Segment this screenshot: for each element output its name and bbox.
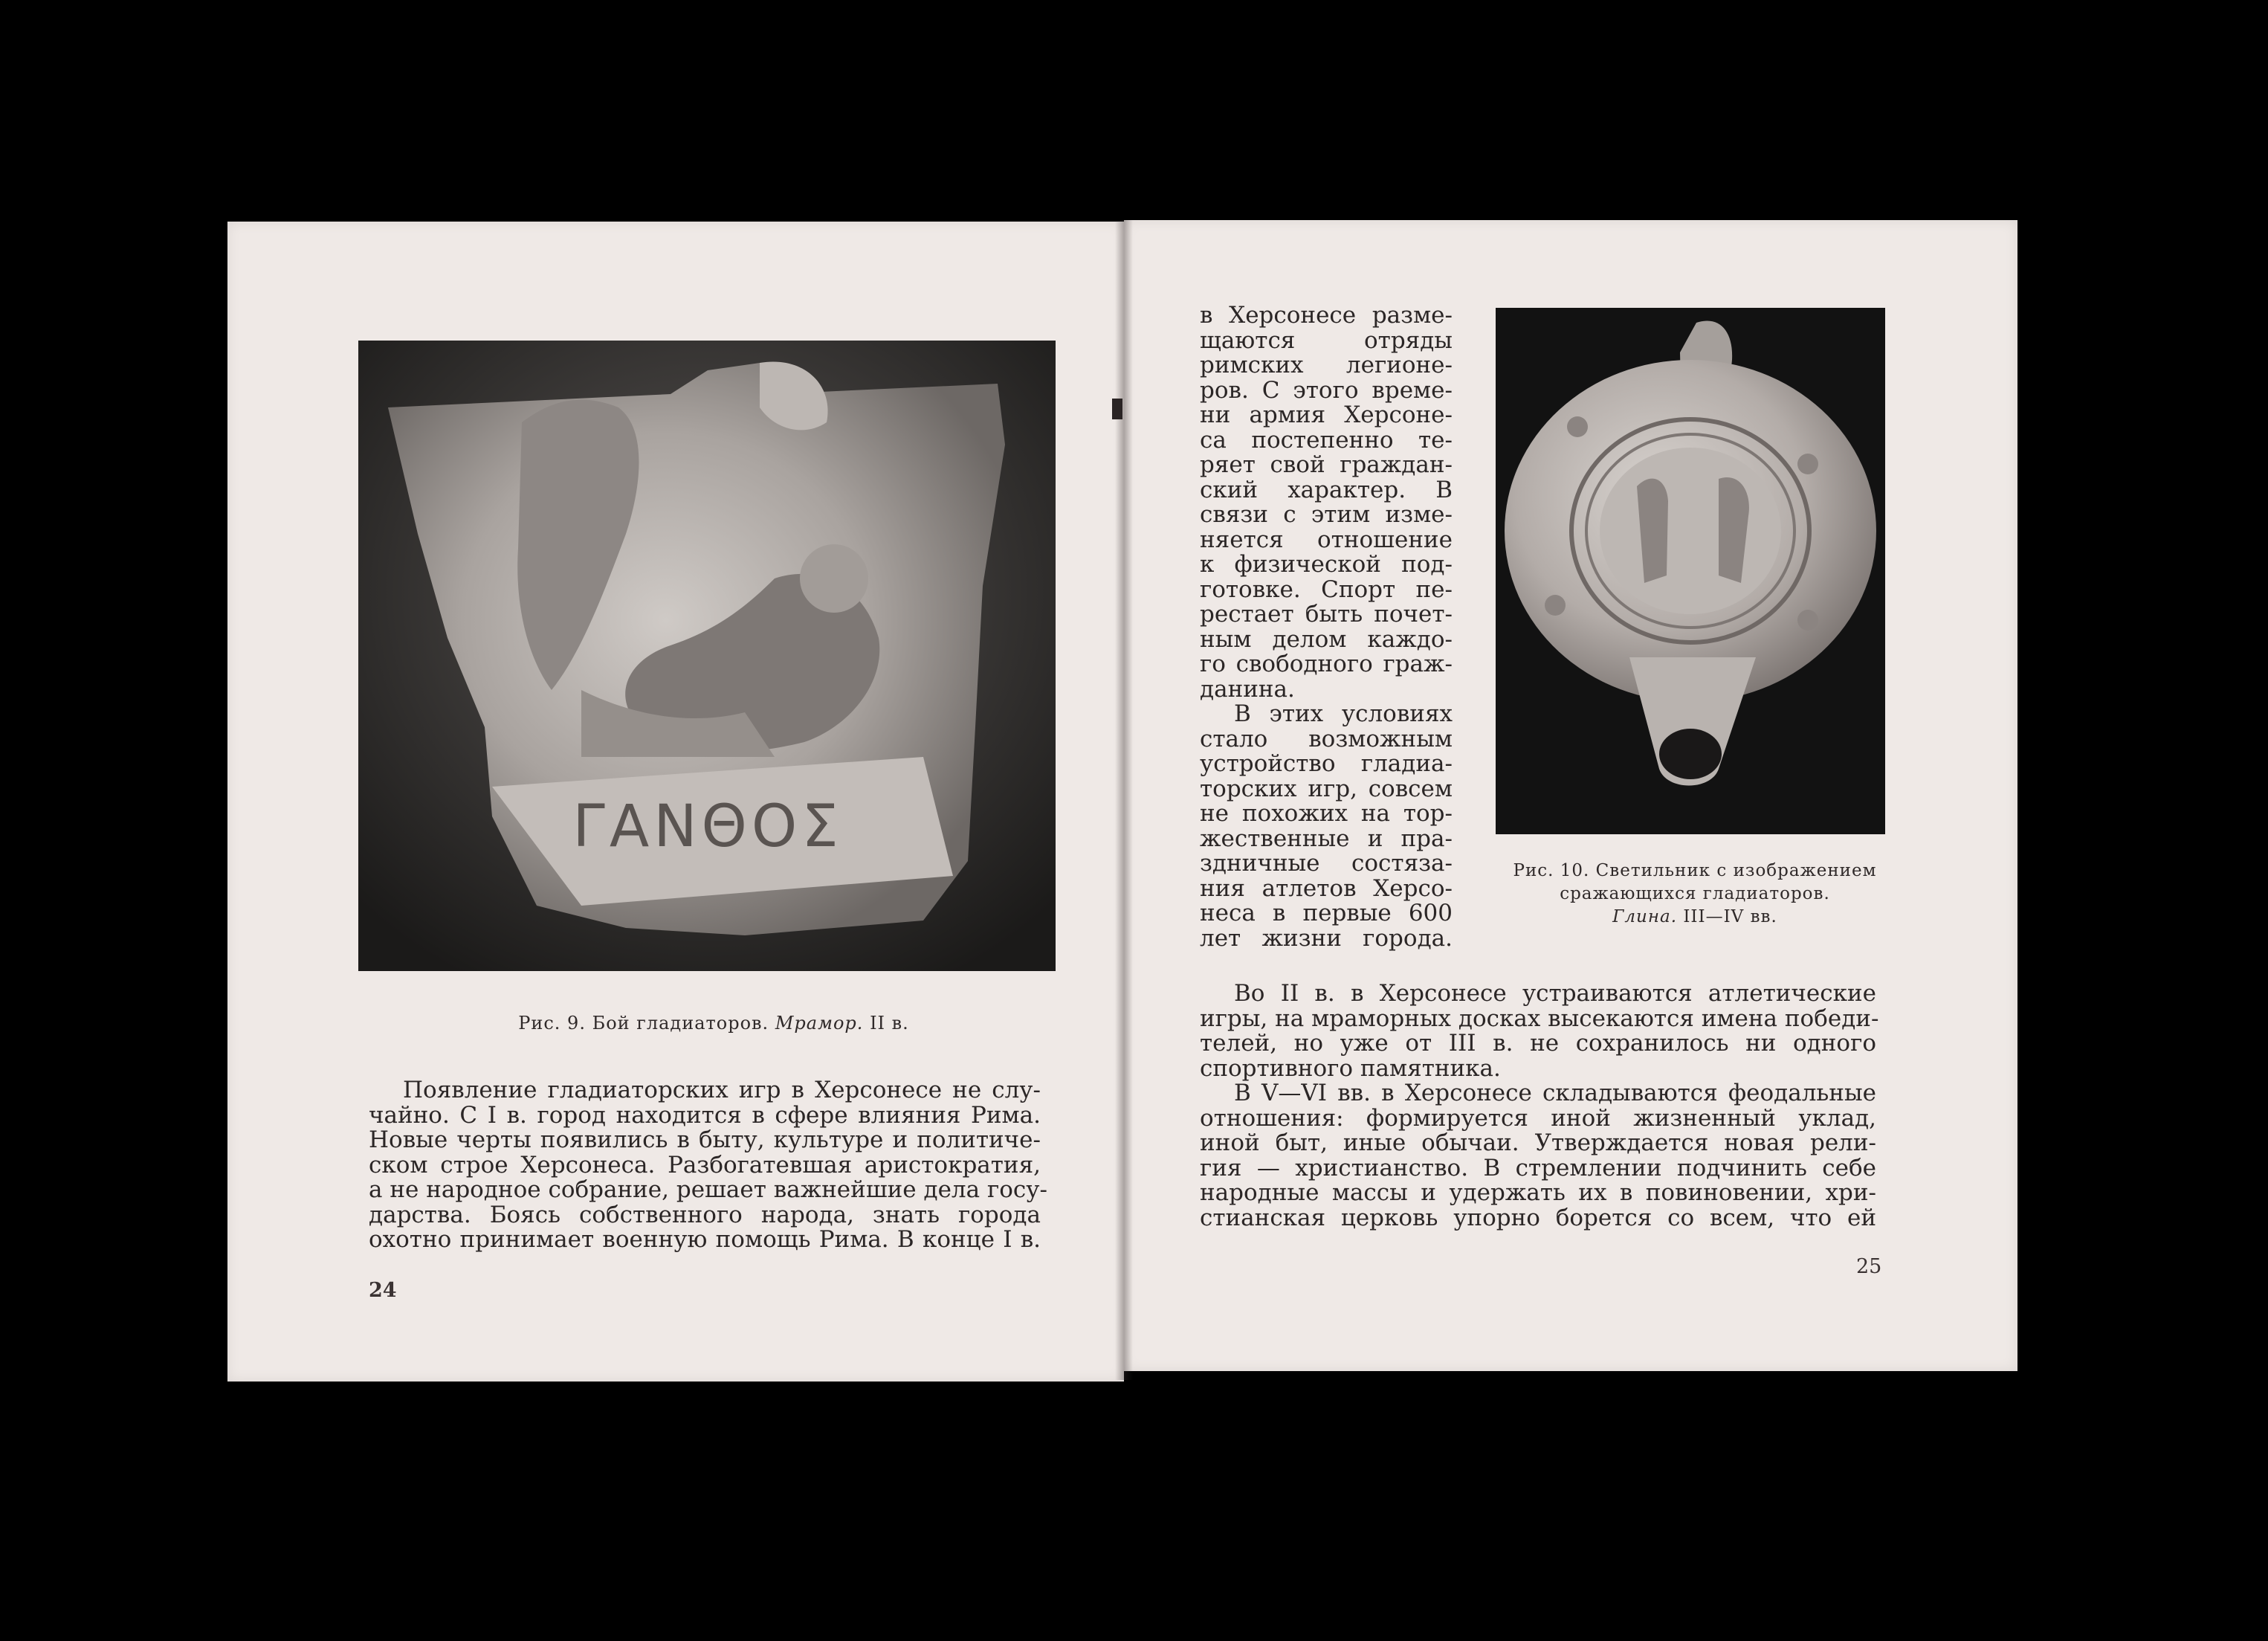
text-line: иной быт, иные обычаи. Утверждается новая рели-: [1200, 1129, 1876, 1156]
text-line: ский характер. В: [1200, 476, 1453, 503]
figure-10-caption-line2: сражающихся гладиаторов.: [1560, 884, 1830, 903]
text-line: В V—VI вв. в Херсонесе складываются феодальные: [1234, 1080, 1876, 1106]
text-line: ния атлетов Херсо-: [1200, 874, 1453, 902]
text-line: а не народное собрание, решает важнейшие дела госу-: [369, 1176, 1047, 1203]
text-line: лет жизни города.: [1200, 924, 1453, 952]
clay-lamp-image: [1496, 308, 1885, 834]
text-line: Появление гладиаторских игр в Херсонесе не слу-: [403, 1077, 1041, 1103]
text-line: спортивного памятника.: [1200, 1054, 1501, 1082]
text-line: няется отношение: [1200, 526, 1453, 553]
spine-mark: [1112, 399, 1122, 419]
text-line: связи с этим изме-: [1200, 501, 1453, 528]
text-line: народные массы и удержать их в повиновении, хри-: [1200, 1179, 1876, 1206]
right-body-text: [1200, 980, 1879, 1231]
text-line: в Херсонесе разме-: [1200, 302, 1453, 329]
figure-10-caption: [1494, 860, 1896, 929]
text-line: ров. С этого време-: [1200, 376, 1453, 404]
text-line: не похожих на тор-: [1200, 800, 1453, 827]
text-line: гия — христианство. В стремлении подчинить себе: [1200, 1154, 1876, 1181]
figure-9-caption: [476, 1013, 952, 1034]
text-line: телей, но уже от III в. не сохранилось ни одного: [1200, 1030, 1876, 1057]
text-line: го свободного граж-: [1200, 651, 1453, 677]
text-line: здничные состяза-: [1200, 850, 1453, 877]
text-line: щаются отряды: [1200, 326, 1453, 354]
text-line: чайно. С I в. город находится в сфере влияния Рима.: [369, 1101, 1041, 1129]
text-line: Во II в. в Херсонесе устраиваются атлетические: [1234, 980, 1876, 1007]
text-line: рестает быть почет-: [1200, 601, 1453, 628]
figure-10-lamp-photo: [1496, 308, 1885, 834]
text-line: данина.: [1200, 675, 1295, 703]
text-line: устройство гладиа-: [1200, 750, 1453, 777]
text-line: стало возможным: [1200, 725, 1453, 752]
text-line: ным делом каждо-: [1200, 625, 1453, 653]
figure-9-caption-date: II в.: [870, 1013, 909, 1034]
text-line: дарства. Боясь собственного народа, знать города: [369, 1201, 1041, 1228]
text-line: ском строе Херсонеса. Разбогатевшая аристократия,: [369, 1151, 1041, 1179]
text-line: игры, на мраморных досках высекаются имена победи-: [1200, 1005, 1879, 1032]
text-line: стианская церковь упорно борется со всем, что ей: [1200, 1204, 1876, 1231]
text-line: торских игр, совсем: [1200, 775, 1453, 802]
text-line: са постепенно те-: [1200, 426, 1453, 454]
text-line: жественные и пра-: [1200, 825, 1453, 852]
text-line: неса в первые 600: [1200, 900, 1453, 926]
narrow-column-text: [1200, 303, 1453, 951]
figure-10-caption-line1: Рис. 10. Светильник с изображением: [1513, 861, 1877, 880]
text-line: к физической под-: [1200, 551, 1453, 578]
text-line: готовке. Спорт пе-: [1200, 576, 1453, 603]
figure-9-caption-material: Мрамор.: [775, 1013, 864, 1034]
text-line: ни армия Херсоне-: [1200, 402, 1453, 428]
figure-9-relief-photo: [358, 341, 1056, 971]
page-number-left: 24: [369, 1279, 397, 1302]
book-spine: [1115, 220, 1133, 1380]
left-body-text: [369, 1077, 1047, 1253]
text-line: Новые черты появились в быту, культуре и политиче-: [369, 1126, 1041, 1153]
text-line: охотно принимает военную помощь Рима. В конце I в.: [369, 1226, 1041, 1253]
gladiator-relief-image: [358, 341, 1056, 971]
figure-9-caption-title: Рис. 9. Бой гладиаторов.: [518, 1013, 769, 1034]
text-line: В этих условиях: [1234, 700, 1453, 727]
text-line: отношения: формируется иной жизненный уклад,: [1200, 1104, 1876, 1132]
page-number-right: 25: [1856, 1255, 1882, 1278]
figure-10-caption-material: Глина.: [1612, 907, 1678, 926]
figure-10-caption-date: III—IV вв.: [1683, 907, 1777, 926]
text-line: ряет свой граждан-: [1200, 451, 1453, 478]
text-line: римских легионе-: [1200, 352, 1453, 378]
relief-inscription: ΓΑΝΘΟΣ: [572, 793, 843, 860]
